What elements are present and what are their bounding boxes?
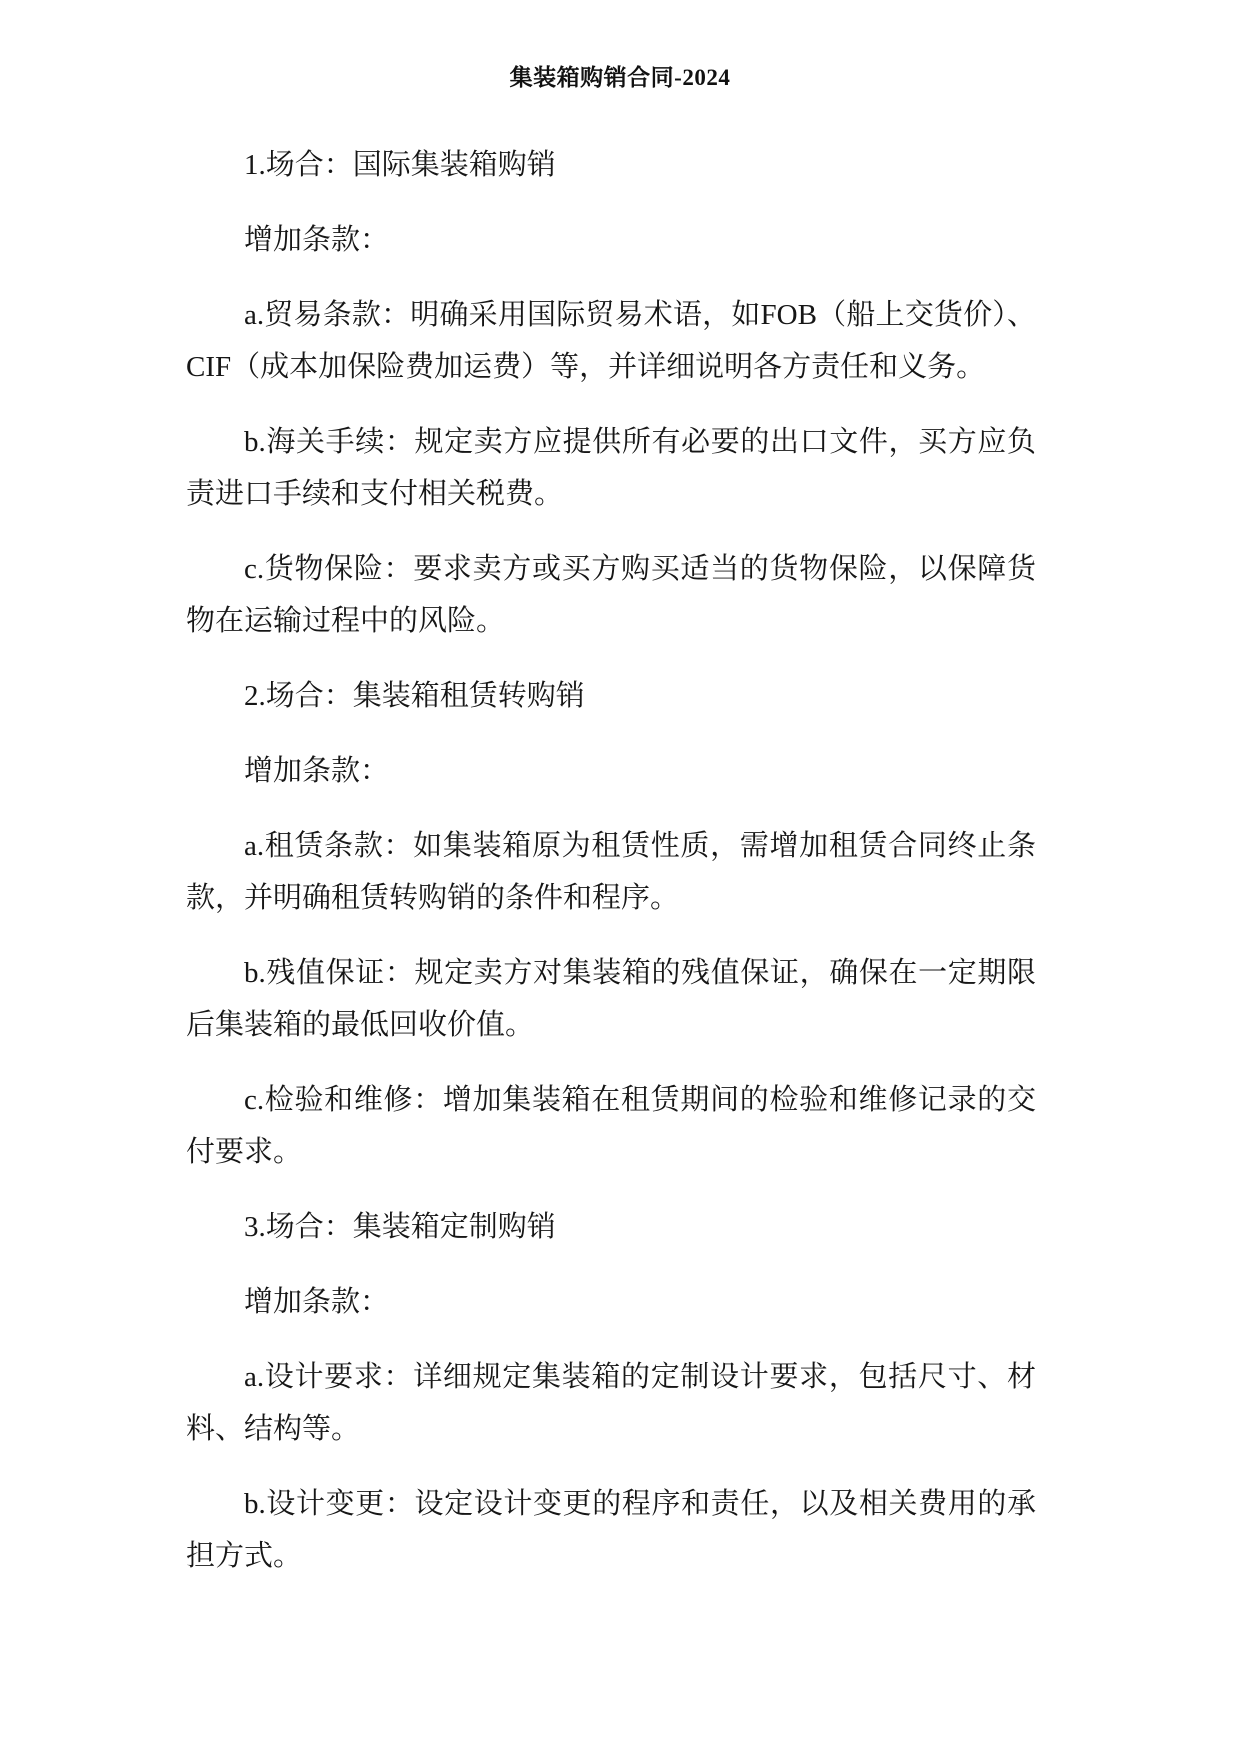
document-header: 集装箱购销合同-2024 <box>509 65 731 90</box>
added-clauses-label-1: 增加条款： <box>244 224 390 256</box>
clause-1b-customs-procedures: b.海关手续：规定卖方应提供所有必要的出口文件，买方应负责进口手续和支付相关税费。 <box>186 426 1036 510</box>
added-clauses-label-2: 增加条款： <box>244 755 390 787</box>
clause-1c-cargo-insurance: c.货物保险：要求卖方或买方购买适当的货物保险，以保障货物在运输过程中的风险。 <box>186 553 1036 637</box>
clause-2a-lease-terms: a.租赁条款：如集装箱原为租赁性质，需增加租赁合同终止条款，并明确租赁转购销的条件和程序。 <box>186 830 1036 914</box>
scenario-3-heading: 3.场合：集装箱定制购销 <box>244 1211 556 1243</box>
clause-2c-inspection-repair: c.检验和维修：增加集装箱在租赁期间的检验和维修记录的交付要求。 <box>186 1084 1036 1168</box>
clause-2b-residual-value: b.残值保证：规定卖方对集装箱的残值保证，确保在一定期限后集装箱的最低回收价值。 <box>186 957 1036 1041</box>
clause-3b-design-changes: b.设计变更：设定设计变更的程序和责任，以及相关费用的承担方式。 <box>186 1488 1036 1572</box>
added-clauses-label-3: 增加条款： <box>244 1286 390 1318</box>
scenario-1-heading: 1.场合：国际集装箱购销 <box>244 149 556 181</box>
document-body <box>186 139 1036 1582</box>
clause-3a-design-requirements: a.设计要求：详细规定集装箱的定制设计要求，包括尺寸、材料、结构等。 <box>186 1361 1036 1445</box>
scenario-2-heading: 2.场合：集装箱租赁转购销 <box>244 680 585 712</box>
clause-1a-trade-terms: a.贸易条款：明确采用国际贸易术语，如FOB（船上交货价）、CIF（成本加保险费加运费）等，并详细说明各方责任和义务。 <box>186 299 1036 383</box>
